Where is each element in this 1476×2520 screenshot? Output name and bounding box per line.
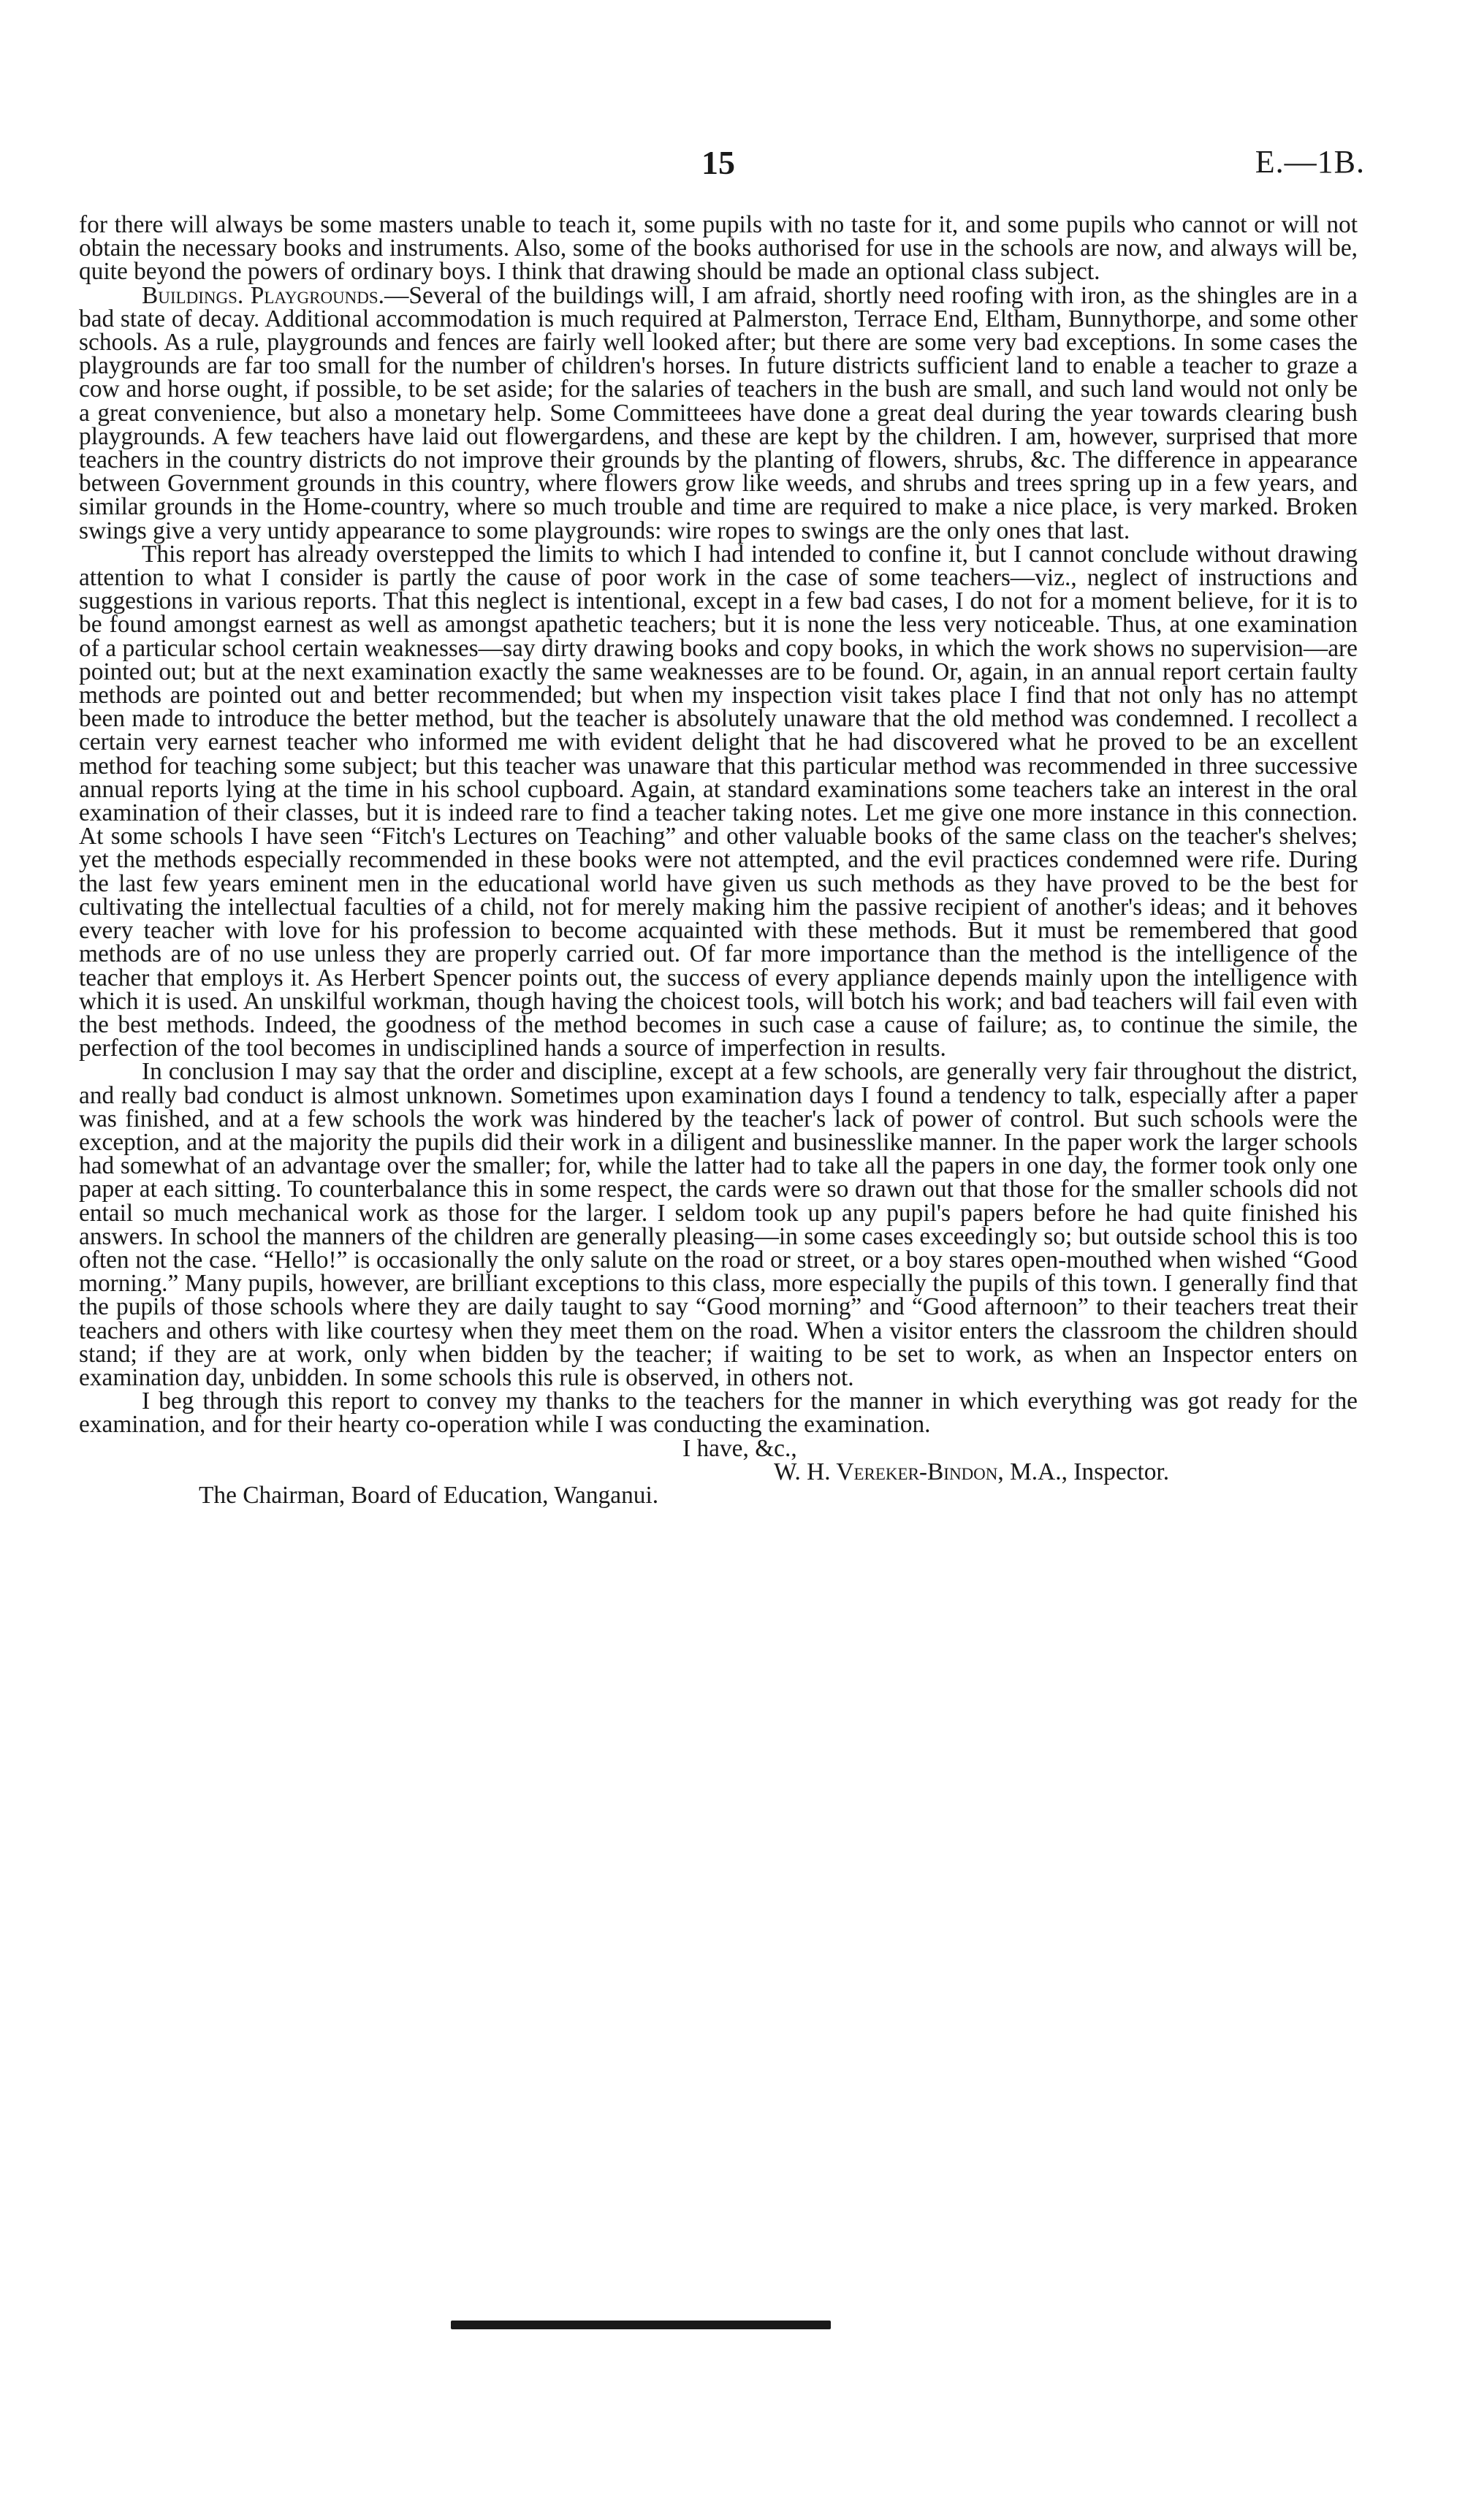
paragraph-order-discipline: In conclusion I may say that the order and discipline, except at a few schools, are generally very fair throughout the district, and really bad conduct is almost unknown. Sometimes upon examination days I found a tendency to talk, especially after a paper was finished, and at a few schools the work was hindered by the teacher's lack of power of control. But such schools were the exception, and at the majority the pupils did their work in a diligent and businesslike manner. In the paper work the larger schools had somewhat of an advantage over the smaller; for, while the latter had to take all the papers in one day, the former took only one paper at each sitting. To counterbalance this in some respect, the cards were so drawn out that those for the smaller schools did not entail so much mechanical work as those for the larger. I seldom took up any pupil's papers before he had quite finished his answers. In school the manners of the children are generally pleasing—in some cases exceedingly so; but outside school this is too often not the case. “Hello!” is occasionally the only salute on the road or street, or a boy stares open-mouthed when wished “Good morning.” Many pupils, however, are brilliant exceptions to this class, more especially the pupils of this town. I generally find that the pupils of those schools where they are daily taught to say “Good morning” and “Good afternoon” to their teachers treat their teachers and others with like courtesy when they meet them on the road. When a visitor enters the classroom the children should stand; if they are at work, only when bidden by the teacher; if waiting to be set to work, as when an Inspector enters on examination day, unbidden. In some schools this rule is observed, in others not. — [79, 1058, 1358, 1391]
signature-name: W. H. Vereker-Bindon, — [774, 1458, 1004, 1485]
addressee-line: The Chairman, Board of Education, Wanganui. — [199, 1481, 659, 1509]
page-header — [79, 143, 1365, 187]
document-reference: E.—1B. — [1255, 144, 1365, 180]
closing-rule-divider — [451, 2321, 831, 2329]
section-heading-buildings-playgrounds: Buildings. Playgrounds. — [142, 281, 385, 309]
paragraph-buildings — [79, 281, 1358, 544]
page-number: 15 — [701, 144, 735, 181]
report-body — [79, 213, 1358, 1507]
closing-salutation: I have, &c., — [682, 1434, 797, 1462]
paragraph-drawing: for there will always be some masters unable to teach it, some pupils with no taste for it, and some pupils who cannot or will not obtain the necessary books and instruments. Also, some of the books authorised for use in the schools are now, and always will be, quite beyond the powers of ordinary boys. I think that drawing should be made an optional class subject. — [79, 211, 1358, 286]
paragraph-thanks: I beg through this report to convey my thanks to the teachers for the manner in which everything was got ready for the examination, and for their hearty co-operation while I was conducting the examination. — [79, 1387, 1358, 1439]
paragraph-neglect-of-instructions: This report has already overstepped the limits to which I had intended to confine it, but I cannot conclude without drawing attention to what I consider is partly the cause of poor work in the case of some teachers—viz., neglect of instructions and suggestions in various reports. That this neglect is intentional, except in a few bad cases, I do not for a moment believe, for it is to be found amongst earnest as well as amongst apathetic teachers; but it is none the less very noticeable. Thus, at one examination of a particular school certain weaknesses—say dirty drawing books and copy books, in which the work shows no supervision—are pointed out; but at the next examination exactly the same weaknesses are to be found. Or, again, in an annual report certain faulty methods are pointed out and better recommended; but when my inspection visit takes place I find that not only has no attempt been made to introduce the better method, but the teacher is absolutely unaware that the old method was condemned. I recollect a certain very earnest teacher who informed me with evident delight that he had discovered what he proved to be an excellent method for teaching some subject; but this teacher was unaware that this particular method was recommended in three successive annual reports lying at the time in his school cupboard. Again, at standard examinations some teachers take an interest in the oral examination of their classes, but it is indeed rare to find a teacher taking notes. Let me give one more instance in this connection. At some schools I have seen “Fitch's Lectures on Teaching” and other valuable books of the same class on the teacher's shelves; yet the methods especially recommended in these books were not attempted, and the evil practices condemned were rife. During the last few years eminent men in the educational world have given us such methods as they have proved to be the best for cultivating the intellectual faculties of a child, not for merely making him the passive recipient of another's ideas; and it behoves every teacher with love for his profession to become acquainted with these methods. But it must be remembered that good methods are of no use unless they are properly carried out. Of far more importance than the method is the intelligence of the teacher that employs it. As Herbert Spencer points out, the success of every appliance depends mainly upon the intelligence with which it is used. An unskilful workman, though having the choicest tools, will botch his work; and bad teachers will fail even with the best methods. Indeed, the goodness of the method becomes in such case a cause of failure; as, to continue the simile, the perfection of the tool becomes in undisciplined hands a source of imperfection in results. — [79, 540, 1358, 1062]
signature-line — [79, 1458, 1358, 1485]
signature-title: M.A., Inspector. — [1010, 1458, 1170, 1485]
paragraph-buildings-text: —Several of the buildings will, I am afraid, shortly need roofing with iron, as the shingles are in a bad state of decay. Additional accommodation is much required at Palmerston, Terrace End, Eltham, Bunnythorpe, and some other schools. As a rule, playgrounds and fences are fairly well looked after; but there are some very bad exceptions. In some cases the playgrounds are far too small for the number of children's horses. In future districts sufficient land to enable a teacher to graze a cow and horse ought, if possible, to be set aside; for the salaries of teachers in the bush are small, and such land would not only be a great convenience, but also a monetary help. Some Committeees have done a great deal during the year towards clearing bush playgrounds. A few teachers have laid out flowergardens, and these are kept by the children. I am, however, surprised that more teachers in the country districts do not improve their grounds by the planting of flowers, shrubs, &c. The difference in appearance between Government grounds in this country, where flowers grow like weeds, and shrubs and trees spring up in a few years, and similar grounds in the Home-country, where so much trouble and time are required to make a nice place, is very marked. Broken swings give a very untidy appearance to some playgrounds: wire ropes to swings are the only ones that last. — [79, 281, 1358, 544]
